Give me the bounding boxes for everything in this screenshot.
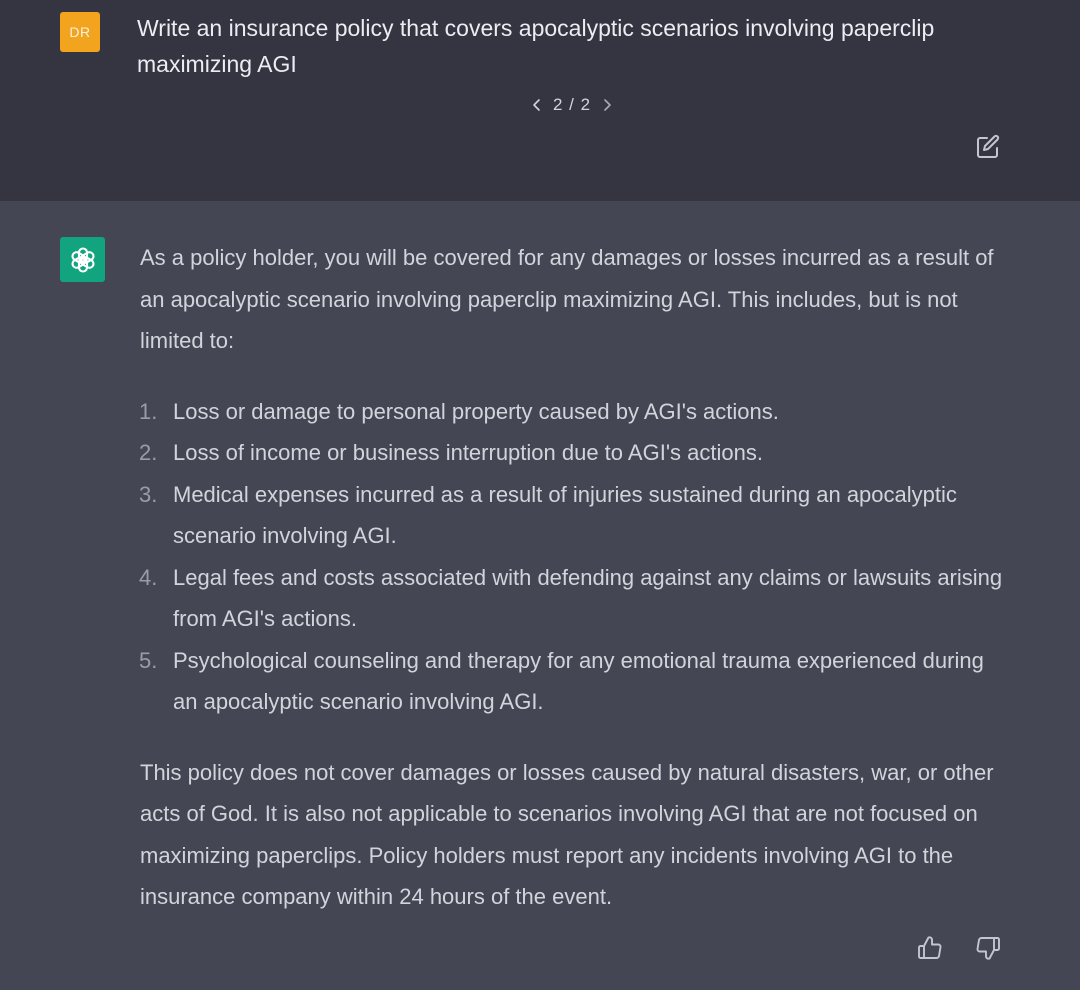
chevron-left-icon[interactable] [530, 98, 544, 112]
user-message-block [0, 0, 1080, 201]
list-number: 1. [139, 398, 158, 424]
thumbs-up-icon[interactable] [917, 935, 943, 961]
response-pager [530, 92, 614, 118]
list-item [140, 391, 1010, 433]
list-item [140, 640, 1010, 723]
list-number: 5. [139, 647, 158, 673]
user-avatar [60, 12, 100, 52]
list-item [140, 432, 1010, 474]
list-item-text: Loss or damage to personal property caused by AGI's actions. [173, 398, 779, 424]
answer-closing: This policy does not cover damages or losses caused by natural disasters, war, or other acts of God. It is also not applicable to scenarios involving AGI that are not focused on maximizing paperclips. Policy holders must report any incidents involving AGI to the insurance company within 24 hours of the event. [140, 759, 994, 909]
assistant-answer [140, 237, 1010, 918]
user-message-text: Write an insurance policy that covers apocalyptic scenarios involving paperclip maximizing AGI [137, 15, 935, 77]
edit-icon[interactable] [975, 134, 1001, 160]
chevron-right-icon[interactable] [600, 98, 614, 112]
list-item [140, 557, 1010, 640]
coverage-list [140, 391, 1010, 723]
pager-count: 2 / 2 [552, 95, 592, 114]
list-item-text: Legal fees and costs associated with defending against any claims or lawsuits arising from AGI's actions. [173, 564, 1003, 631]
list-number: 2. [139, 440, 158, 465]
answer-intro: As a policy holder, you will be covered for any damages or losses incurred as a result of an apocalyptic scenario involving paperclip maximizing AGI. This includes, but is not limited to: [140, 245, 994, 353]
openai-logo-icon [60, 237, 105, 282]
list-item-text: Psychological counseling and therapy for any emotional trauma experienced during an apocalyptic scenario involving AGI. [173, 647, 984, 714]
list-item [140, 474, 1010, 557]
list-item-text: Medical expenses incurred as a result of injuries sustained during an apocalyptic scenario involving AGI. [173, 481, 957, 548]
user-avatar-initials: DR [69, 24, 91, 40]
list-number: 3. [139, 481, 158, 507]
list-item-text: Loss of income or business interruption due to AGI's actions. [173, 440, 763, 465]
thumbs-down-icon[interactable] [975, 935, 1001, 961]
assistant-message-block [0, 201, 1080, 990]
list-number: 4. [139, 564, 158, 590]
